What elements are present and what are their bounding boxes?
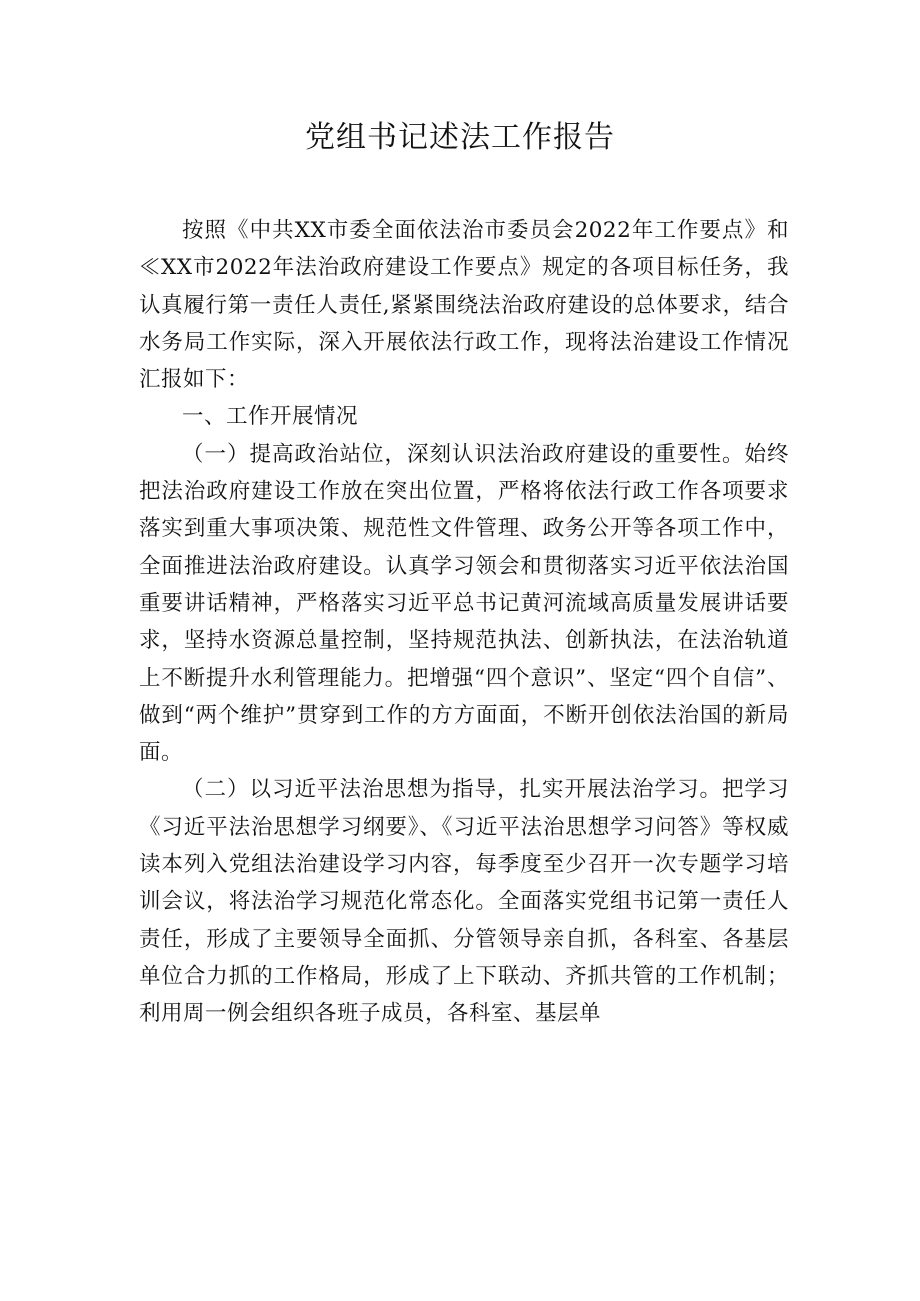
paragraph-item-2: （二）以习近平法治思想为指导，扎实开展法治学习。把学习《习近平法治思想学习纲要》、《习近平法治思想学习问答》等权威读本列入党组法治建设学习内容，每季度至少召开一次专题学习培训会议，将法治学习规范化常态化。全面落实党组书记第一责任人责任，形成了主要领导全面抓、分管领导亲自抓，各科室、各基层单位合力抓的工作格局，形成了上下联动、齐抓共管的工作机制；利用周一例会组织各班子成员，各科室、基层单	[139, 777, 789, 1027]
paragraph-intro: 按照《中共XX市委全面依法治市委员会2022年工作要点》和≪XX市2022年法治政府建设工作要点》规定的各项目标任务，我认真履行第一责任人责任,紧紧围绕法治政府建设的总体要求，结合水务局工作实际，深入开展依法行政工作，现将法治建设工作情况汇报如下：	[139, 218, 789, 393]
paragraph-item-1: （一）提高政治站位，深刻认识法治政府建设的重要性。始终把法治政府建设工作放在突出位置，严格将依法行政工作各项要求落实到重大事项决策、规范性文件管理、政务公开等各项工作中，全面推进法治政府建设。认真学习领会和贯彻落实习近平依法治国重要讲话精神，严格落实习近平总书记黄河流域高质量发展讲话要求，坚持水资源总量控制，坚持规范执法、创新执法，在法治轨道上不断提升水利管理能力。把增强“四个意识”、坚定“四个自信”、做到“两个维护”贯穿到工作的方方面面，不断开创依法治国的新局面。	[139, 441, 789, 766]
document-body	[139, 212, 789, 1033]
section-heading: 一、工作开展情况	[182, 404, 359, 430]
document-title: 党组书记述法工作报告	[305, 120, 615, 155]
